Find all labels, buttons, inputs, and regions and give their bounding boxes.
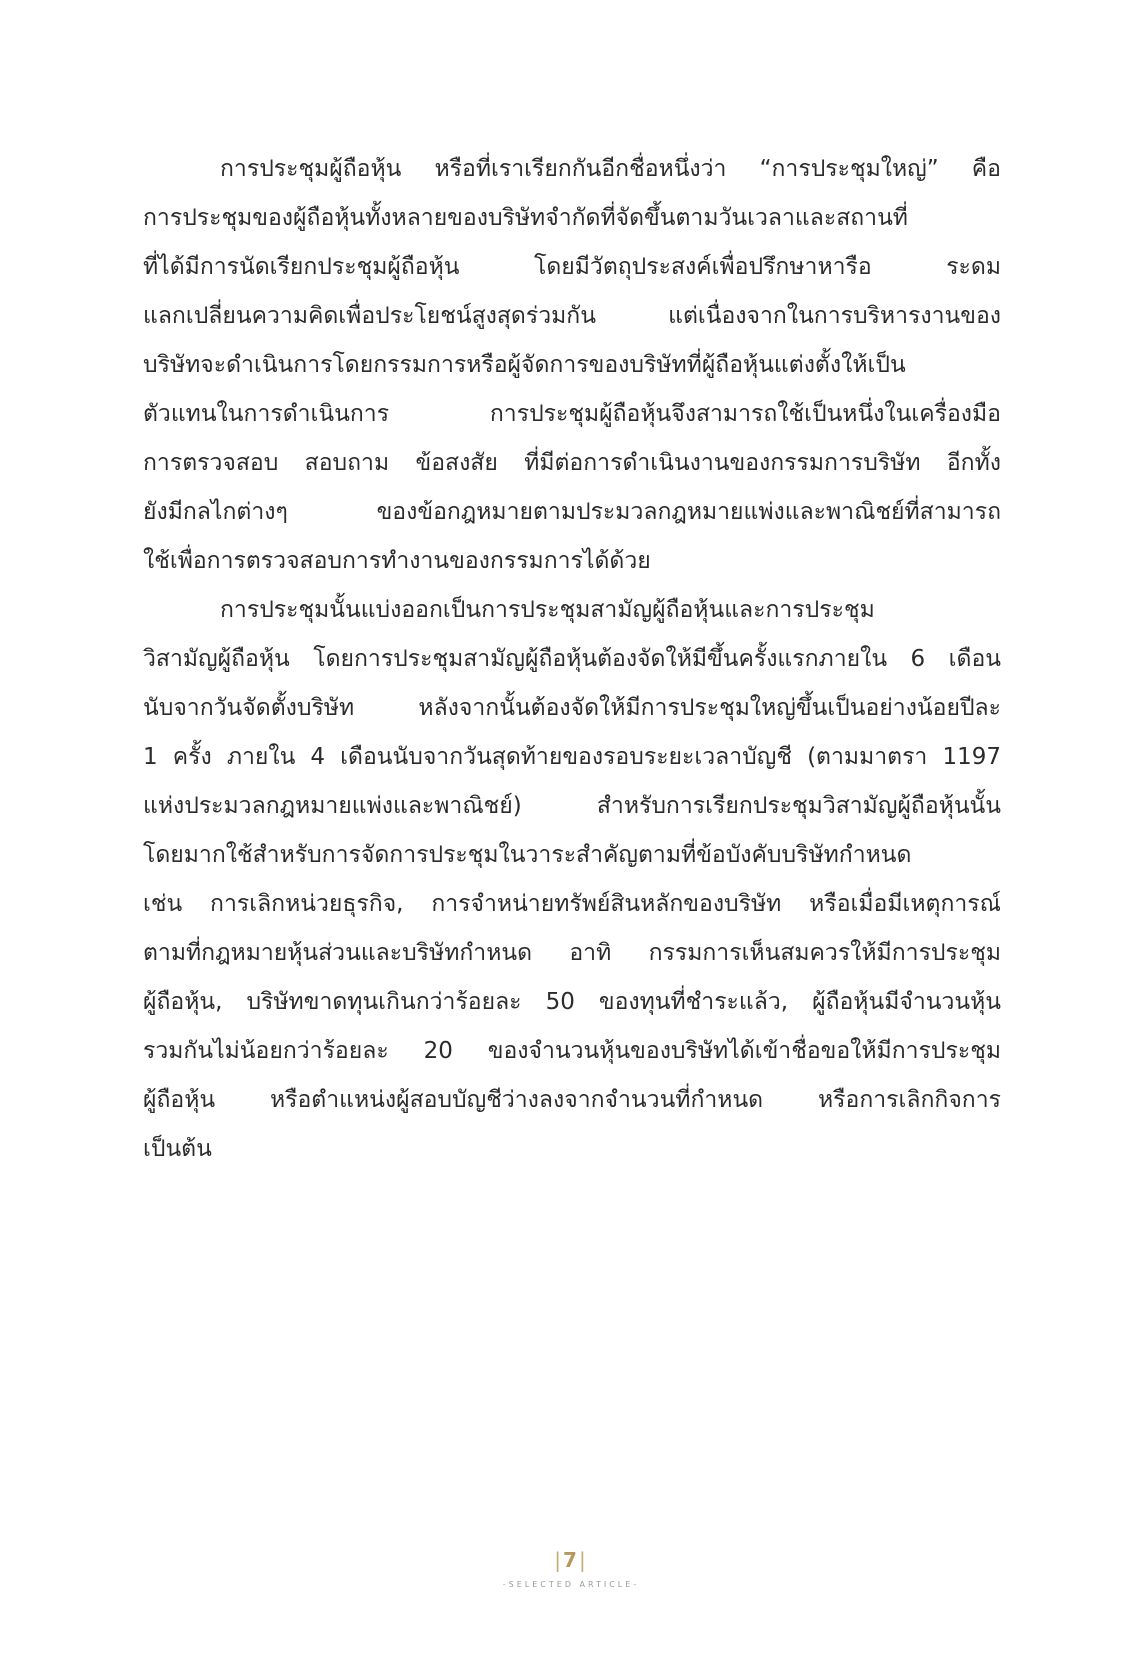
page-number [0, 1548, 1142, 1572]
text-line: เช่น การเลิกหน่วยธุรกิจ, การจำหน่ายทรัพย์สินหลักของบริษัท หรือเมื่อมีเหตุการณ์ [143, 891, 1001, 917]
text-line: เป็นต้น [143, 1136, 212, 1162]
text-line: 1 ครั้ง ภายใน 4 เดือนนับจากวันสุดท้ายของรอบระยะเวลาบัญชี (ตามมาตรา 1197 [143, 744, 1001, 770]
text-line: โดยมากใช้สำหรับการจัดการประชุมในวาระสำคัญตามที่ข้อบังคับบริษัทกำหนด [143, 842, 912, 868]
article-body [143, 145, 1001, 1174]
text-line: แลกเปลี่ยนความคิดเพื่อประโยชน์สูงสุดร่วมกัน แต่เนื่องจากในการบริหารงานของ [143, 303, 1001, 329]
text-line: การประชุมของผู้ถือหุ้นทั้งหลายของบริษัทจำกัดที่จัดขึ้นตามวันเวลาและสถานที่ [143, 205, 908, 231]
text-line: นับจากวันจัดตั้งบริษัท หลังจากนั้นต้องจัดให้มีการประชุมใหญ่ขึ้นเป็นอย่างน้อยปีละ [143, 695, 1001, 721]
text-line: ผู้ถือหุ้น, บริษัทขาดทุนเกินกว่าร้อยละ 50 ของทุนที่ชำระแล้ว, ผู้ถือหุ้นมีจำนวนหุ้น [143, 989, 1001, 1015]
text-line: ตัวแทนในการดำเนินการ การประชุมผู้ถือหุ้นจึงสามารถใช้เป็นหนึ่งในเครื่องมือ [143, 401, 1001, 427]
paragraph-2 [143, 586, 1001, 1174]
text-line: การตรวจสอบ สอบถาม ข้อสงสัย ที่มีต่อการดำเนินงานของกรรมการบริษัท อีกทั้ง [143, 450, 1001, 476]
text-line: ยังมีกลไกต่างๆ ของข้อกฎหมายตามประมวลกฎหมายแพ่งและพาณิชย์ที่สามารถ [143, 499, 1001, 525]
paragraph-1 [143, 145, 1001, 586]
footer-label: -SELECTED ARTICLE- [502, 1580, 640, 1589]
page-number-bar-left: | [554, 1548, 564, 1572]
text-line: รวมกันไม่น้อยกว่าร้อยละ 20 ของจำนวนหุ้นของบริษัทได้เข้าชื่อขอให้มีการประชุม [143, 1038, 1001, 1064]
text-line: ใช้เพื่อการตรวจสอบการทำงานของกรรมการได้ด้วย [143, 548, 651, 574]
text-line: บริษัทจะดำเนินการโดยกรรมการหรือผู้จัดการของบริษัทที่ผู้ถือหุ้นแต่งตั้งให้เป็น [143, 352, 906, 378]
text-line: การประชุมนั้นแบ่งออกเป็นการประชุมสามัญผู้ถือหุ้นและการประชุม [220, 597, 875, 623]
text-line: การประชุมผู้ถือหุ้น หรือที่เราเรียกกันอีกชื่อหนึ่งว่า “การประชุมใหญ่” คือ [220, 156, 1001, 182]
text-line: ที่ได้มีการนัดเรียกประชุมผู้ถือหุ้น โดยมีวัตถุประสงค์เพื่อปรึกษาหารือ ระดม [143, 254, 1001, 280]
text-line: แห่งประมวลกฎหมายแพ่งและพาณิชย์) สำหรับการเรียกประชุมวิสามัญผู้ถือหุ้นนั้น [143, 793, 1001, 819]
page-number-value: 7 [563, 1548, 579, 1572]
text-line: ตามที่กฎหมายหุ้นส่วนและบริษัทกำหนด อาทิ กรรมการเห็นสมควรให้มีการประชุม [143, 940, 1001, 966]
text-line: วิสามัญผู้ถือหุ้น โดยการประชุมสามัญผู้ถือหุ้นต้องจัดให้มีขึ้นครั้งแรกภายใน 6 เดือน [143, 646, 1001, 672]
page-number-bar-right: | [578, 1548, 588, 1572]
text-line: ผู้ถือหุ้น หรือตำแหน่งผู้สอบบัญชีว่างลงจากจำนวนที่กำหนด หรือการเลิกกิจการ [143, 1087, 1001, 1113]
